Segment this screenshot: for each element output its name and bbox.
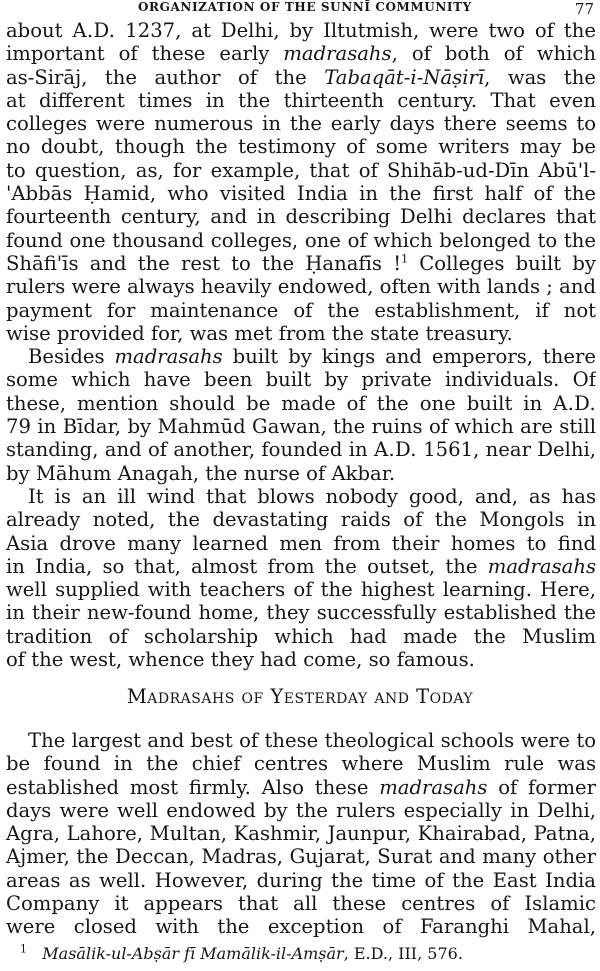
footnote-citation: , E.D., III, 576. [343,944,463,963]
text-line: important of these early madrasahs, of both of which [6,42,596,66]
paragraph [6,485,596,671]
text-line: these, mention should be made of the one built in A.D. [6,391,596,415]
text-line: It is an ill wind that blows nobody good, and, as has [28,484,596,508]
text-line: payment for maintenance of the establishment, if not [6,298,596,322]
text-line: Ajmer, the Deccan, Madras, Gujarat, Surat and many other [6,845,596,869]
text-line: of the west, whence they had come, so famous. [6,648,475,672]
page-number: 77 [574,0,594,18]
text-line: fourteenth century, and in describing Delhi declares that [6,205,596,229]
text-line: were closed with the exception of Faranghi Mahal, [6,915,596,939]
text-line: Agra, Lahore, Multan, Kashmir, Jaunpur, Khairabad, Patna, [6,822,596,846]
text-line: at different times in the thirteenth century. That even [6,88,596,112]
paragraph [6,729,596,939]
text-line: established most firmly. Also these madrasahs of former [6,775,596,799]
text-line: tradition of scholarship which had made the Muslim [6,624,596,648]
text-line: in India, so that, almost from the outset, the madrasahs [6,554,596,578]
text-line: to question, as, for example, that of Shihāb-ud-Dīn Abū'l- [6,158,596,182]
text-line: about A.D. 1237, at Delhi, by Iltutmish, were two of the [6,19,596,42]
footnote-title: Masālik-ul-Abṣār fī Mamālik-il-Amṣār [42,944,344,963]
section-heading: Madrasahs of Yesterday and Today [126,685,474,708]
text-line: in their new-found home, they successfully established the [6,601,596,625]
text-line: 'Abbās Ḥamid, who visited India in the first half of the [6,182,596,206]
text-line: areas as well. However, during the time of the East India [6,868,596,892]
paragraph [6,345,596,485]
text-line: Company it appears that all these centres of Islamic [6,892,596,916]
text-line: by Māhum Anagah, the nurse of Akbar. [6,461,396,485]
body-text-bottom [6,729,596,939]
paragraph [6,19,596,345]
text-line: rulers were always heavily endowed, often with lands ; and [6,275,596,299]
footnote [20,944,463,963]
text-line: colleges were numerous in the early days there seems to [6,112,596,136]
text-line: already noted, the devastating raids of the Mongols in [6,508,596,532]
text-line: as-Sirāj, the author of the Tabaqāt-i-Nāṣirī, was the [6,65,596,89]
footnote-ref: 1 [401,252,409,266]
text-line: The largest and best of these theological schools were to [28,729,596,752]
text-line: Asia drove many learned men from their homes to find [6,531,596,555]
text-line: 79 in Bīdar, by Mahmūd Gawan, the ruins of which are still [6,415,596,439]
text-line: standing, and of another, founded in A.D. 1561, near Delhi, [6,438,596,462]
text-line: Besides madrasahs built by kings and emperors, there [28,345,596,369]
running-title: ORGANIZATION OF THE SUNNĪ COMMUNITY [138,0,472,14]
footnote-marker: 1 [20,942,27,956]
text-line: wise provided for, was met from the state treasury. [6,321,513,345]
text-line: be found in the chief centres where Muslim rule was [6,752,596,776]
text-line: no doubt, though the testimony of some writers may be [6,135,596,159]
text-line: Shāfi'īs and the rest to the Ḥanafīs !$^1$ Colleges built by [6,251,596,275]
text-line: some which have been built by private individuals. Of [6,368,596,392]
body-text-top [6,19,596,671]
text-line: well supplied with teachers of the highest learning. Here, [6,578,596,602]
text-line: found one thousand colleges, one of which belonged to the [6,228,596,252]
text-line: days were well endowed by the rulers especially in Delhi, [6,798,596,822]
